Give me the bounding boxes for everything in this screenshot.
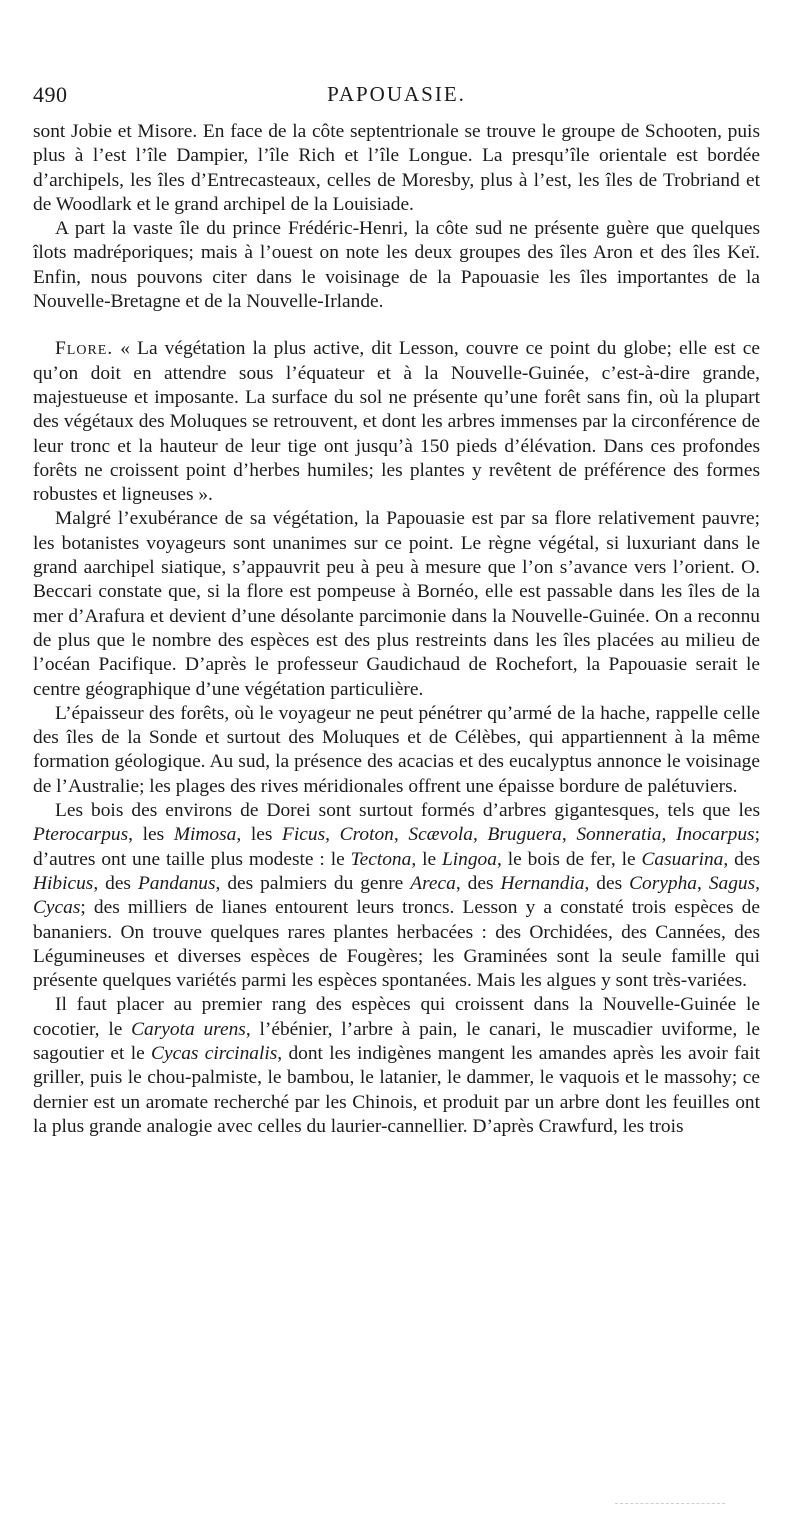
text-run: Il faut placer au premier rang des espèces qui croissent dans la Nouvelle-Guinée le cocotier, le [33, 994, 760, 1040]
species-name: Caryota urens [131, 1018, 246, 1040]
page-body [33, 120, 760, 1139]
species-name: Pandanus [137, 872, 216, 894]
page-number: 490 [33, 82, 68, 107]
running-title: PAPOUASIE. [327, 82, 466, 106]
text-run: , le [411, 848, 442, 870]
species-name: Areca [410, 872, 456, 894]
text-run: , [393, 824, 409, 846]
paragraph-flora-poverty [33, 507, 760, 701]
paragraph-text: A part la vaste île du prince Frédéric-Henri, la côte sud ne présente guère que quelques îlots madréporiques; mais à l’ouest on note les deux groupes des îles Aron et des îles Keï. Enfin, nous pouvons citer dans le voisinage de la Papouasie les îles importantes de la Nouvelle-Bretagne et de la Nouvelle-Irlande. [33, 218, 760, 313]
text-run: , l’ébénier, l’arbre à pain, le canari, le muscadier uviforme, le sagoutier et le [33, 1018, 760, 1064]
species-name: Ficus [282, 824, 326, 846]
species-name: Pterocarpus [33, 824, 129, 846]
text-run: , des [723, 848, 760, 870]
species-name: Cycas [33, 897, 81, 919]
species-name: Lingoa [442, 848, 497, 870]
text-run: , des [584, 872, 630, 894]
text-run: , [325, 824, 340, 846]
species-name: Hernandia [500, 872, 585, 894]
species-name: Sagus [708, 872, 756, 894]
page-header [33, 82, 760, 114]
text-run: , dont les indigènes mangent les amandes après les avoir fait griller, puis le chou-palmiste, le bambou, le latanier, le dammer, le vaquois et le massohy; ce dernier est un aromate recherché par les Chinois, et produit par un arbre dont les feuilles ont la plus grande analogie avec celles du laurier-cannellier. D’après Crawfurd, les trois [33, 1042, 761, 1137]
species-name: Tectona [350, 848, 412, 870]
species-name: Inocarpus [675, 824, 755, 846]
text-run: , des [93, 872, 138, 894]
text-run: ; des milliers de lianes entourent leurs troncs. Lesson y a constaté trois espèces de bananiers. On trouve quelques rares plantes herbacées : des Orchidées, des Cannées, des Légumineuses et diverses espèces de Fougères; les Graminées sont la seule famille qui présente quelques variétés parmi les espèces spontanées. Mais les algues y sont très-variées. [33, 897, 760, 992]
species-name: Corypha [629, 872, 697, 894]
text-run: , des [455, 872, 501, 894]
paragraph-text: « La végétation la plus active, dit Lesson, couvre ce point du globe; elle est ce qu’on doit en attendre sous l’équateur et à la Nouvelle-Guinée, c’est-à-dire grande, majestueuse et imposante. La surface du sol ne présente qu’une forêt sans fin, où la plupart des végétaux des Moluques se retrouvent, et dont les arbres immenses par la circonférence de leur tronc et la hauteur de leur tige ont jusqu’à 150 pieds d’élévation. Dans ces profondes forêts ne croissent point d’herbes humiles; les plantes y revêtent de préférence des formes robustes et ligneuses ». [33, 338, 760, 506]
text-run: Les bois des environs de Dorei sont surtout formés d’arbres gigantesques, tels que les [55, 800, 760, 822]
species-name: Mimosa [173, 824, 237, 846]
text-run: , le bois de fer, le [496, 848, 642, 870]
text-run: ; d’autres ont une taille plus modeste : le [33, 824, 760, 870]
paragraph-species-rank [33, 993, 760, 1139]
text-run: , les [128, 824, 174, 846]
text-run: , [473, 824, 488, 846]
text-run: , des palmiers du genre [215, 872, 411, 894]
paragraph-coast [33, 217, 760, 314]
paragraph-continuation [33, 120, 760, 217]
species-name: Bruguera [487, 824, 562, 846]
species-name: Cycas circinalis [151, 1042, 278, 1064]
species-name: Scævola [408, 824, 473, 846]
text-run: , les [236, 824, 283, 846]
paragraph-forests [33, 702, 760, 799]
species-name: Sonneratia [576, 824, 662, 846]
text-run: , [697, 872, 709, 894]
paragraph-flore [33, 337, 760, 507]
paragraph-text: Malgré l’exubérance de sa végétation, la Papouasie est par sa flore relativement pauvre; les botanistes voyageurs sont unanimes sur ce point. Le règne végétal, si luxuriant dans le grand aarchipel siatique, s’appauvrit peu à peu à mesure que l’on s’avance vers l’orient. O. Beccari constate que, si la flore est pompeuse à Bornéo, elle est passable dans les îles de la mer d’Arafura et devient d’une désolante parcimonie dans la Nouvelle-Guinée. On a reconnu de plus que le nombre des espèces est des plus restreints dans les îles placées au milieu de l’océan Pacifique. D’après le professeur Gaudichaud de Rochefort, la Papouasie serait le centre géographique d’une végétation particulière. [33, 508, 760, 700]
species-name: Hibicus [33, 872, 94, 894]
species-name: Croton [339, 824, 394, 846]
text-run: , [661, 824, 676, 846]
text-run: , [755, 872, 760, 894]
text-run: , [561, 824, 577, 846]
paragraph-dorei-woods [33, 799, 760, 993]
paragraph-text: sont Jobie et Misore. En face de la côte septentrionale se trouve le groupe de Schooten, puis plus à l’est l’île Dampier, l’île Rich et l’île Longue. La presqu’île orientale est bordée d’archipels, les îles d’Entrecasteaux, celles de Moresby, plus à l’est, les îles de Trobriand et de Woodlark et le grand archipel de la Louisiade. [33, 121, 760, 215]
species-name: Casuarina [641, 848, 724, 870]
section-heading-flore: Flore. [55, 338, 114, 360]
paragraph-text: L’épaisseur des forêts, où le voyageur ne peut pénétrer qu’armé de la hache, rappelle celle des îles de la Sonde et surtout des Moluques et de Célèbes, qui appartiennent à la même formation géologique. Au sud, la présence des acacias et des eucalyptus annonce le voisinage de l’Australie; les plages des rives méridionales offrent une épaisse bordure de palétuviers. [33, 702, 760, 797]
footer-rule [615, 1503, 725, 1506]
